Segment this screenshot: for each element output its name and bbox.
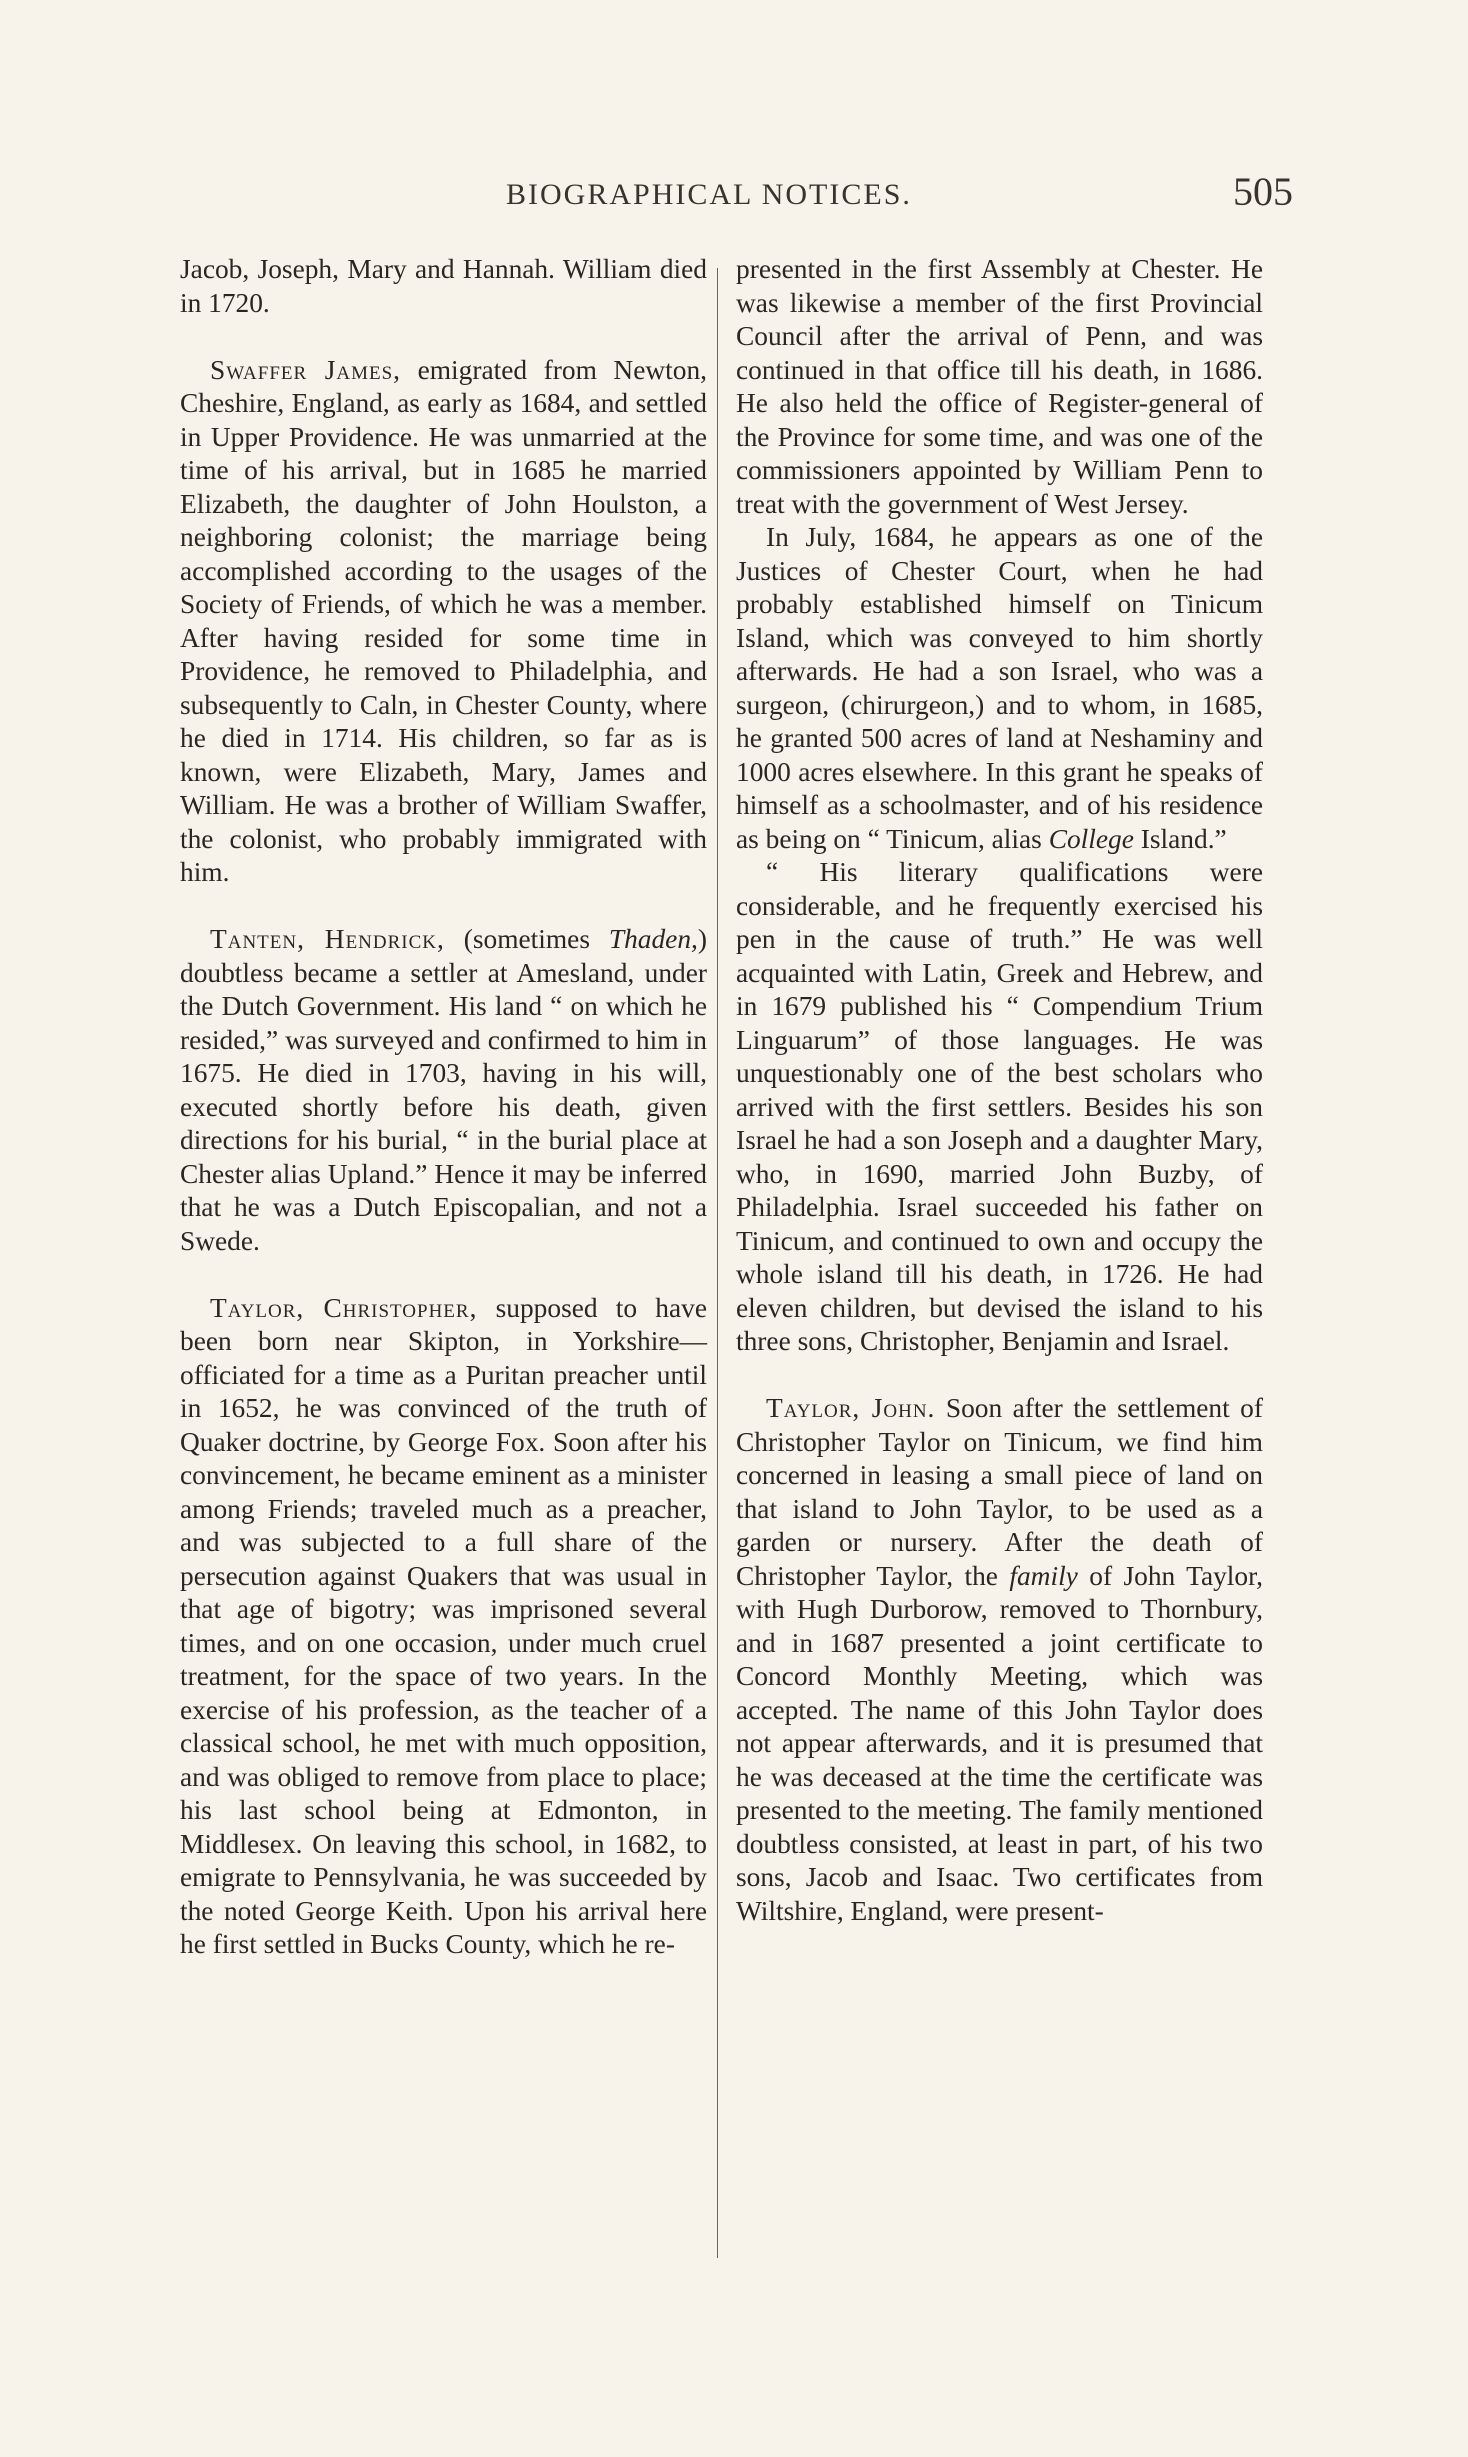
entry-taylor-christopher xyxy=(180,1292,707,1962)
entry-italic: family xyxy=(1009,1560,1078,1591)
page-header xyxy=(178,168,1293,218)
paragraph-text: In July, 1684, he appears as one of the Justices of Chester Court, when he had probably established himself on Tinicum Island, which was conveyed to him shortly afterwards. He had a son Israel, who was a surgeon, (chirurgeon,) and to whom, in 1685, he granted 500 acres of land at Neshaminy and 1000 acres elsewhere. In this grant he speaks of himself as a schoolmaster, and of his residence as being on “ Tinicum, alias xyxy=(736,522,1263,854)
entry-body: of John Taylor, with Hugh Durborow, removed to Thornbury, and in 1687 presented a joint certificate to Concord Monthly Meeting, which was accepted. The name of this John Taylor does not appear afterwards, and it is presumed that he was deceased at the time the certificate was presented to the meeting. The family mentioned doubtless consisted, at least in part, of his two sons, Jacob and Isaac. Two certificates from Wiltshire, England, were present- xyxy=(736,1560,1263,1926)
entry-swaffer-james xyxy=(180,354,707,890)
entry-heading: Swaffer James, xyxy=(210,354,402,385)
entry-body: emigrated from Newton, Cheshire, England, as early as 1684, and settled in Upper Providence. He was unmarried at the time of his arrival, but in 1685 he married Elizabeth, the daughter of John Houlston, a neighboring colonist; the marriage being accomplished according to the usages of the Society of Friends, of which he was a member. After having resided for some time in Providence, he removed to Philadelphia, and subsequently to Caln, in Chester County, where he died in 1714. His children, so far as is known, were Elizabeth, Mary, James and William. He was a brother of William Swaffer, the colonist, who probably immigrated with him. xyxy=(180,354,707,887)
entry-tanten-hendrick xyxy=(180,923,707,1258)
entry-heading: Taylor, Christopher, xyxy=(210,1292,478,1323)
entry-heading: Tanten, Hendrick, xyxy=(210,924,445,954)
left-column xyxy=(180,253,707,1962)
paragraph-text-post: Island.” xyxy=(1133,823,1227,854)
entry-heading: Taylor, John. xyxy=(766,1393,936,1423)
entry-italic: Thaden, xyxy=(608,924,698,954)
paragraph-italic: College xyxy=(1048,823,1134,854)
paragraph-continuation: Jacob, Joseph, Mary and Hannah. William died in 1720. xyxy=(180,254,707,318)
right-column xyxy=(736,253,1263,1928)
column-divider xyxy=(717,268,718,2258)
entry-taylor-john xyxy=(736,1392,1263,1928)
entry-body-pre: Soon after the settlement of Christopher Taylor on Tinicum, we find him concerned in leasing a small piece of land on that island to John Taylor, to be used as a garden or nursery. After the death of Christopher Taylor, the xyxy=(736,1393,1264,1591)
running-head: BIOGRAPHICAL NOTICES. xyxy=(506,178,912,211)
entry-body-pre: (sometimes xyxy=(444,924,609,954)
entry-body: ) doubtless became a settler at Amesland, under the Dutch Government. His land “ on which he resided,” was surveyed and confirmed to him in 1675. He died in 1703, having in his will, executed shortly before his death, given directions for his burial, “ in the burial place at Chester alias Upland.” Hence it may be inferred that he was a Dutch Episcopalian, and not a Swede. xyxy=(180,924,707,1256)
paragraph: “ His literary qualifications were considerable, and he frequently exercised his pen in the cause of truth.” He was well acquainted with Latin, Greek and Hebrew, and in 1679 published his “ Compendium Trium Linguarum” of those languages. He was unquestionably one of the best scholars who arrived with the first settlers. Besides his son Israel he had a son Joseph and a daughter Mary, who, in 1690, married John Buzby, of Philadelphia. Israel succeeded his father on Tinicum, and continued to own and occupy the whole island till his death, in 1726. He had eleven children, but devised the island to his three sons, Christopher, Benjamin and Israel. xyxy=(736,857,1263,1356)
page-number: 505 xyxy=(1233,169,1293,214)
paragraph-continuation: presented in the first Assembly at Chester. He was likewise a member of the first Provincial Council after the arrival of Penn, and was continued in that office till his death, in 1686. He also held the office of Register-general of the Province for some time, and was one of the commissioners appointed by William Penn to treat with the government of West Jersey. xyxy=(736,254,1263,519)
entry-body: supposed to have been born near Skipton, in Yorkshire—officiated for a time as a Puritan preacher until in 1652, he was convinced of the truth of Quaker doctrine, by George Fox. Soon after his convincement, he became eminent as a minister among Friends; traveled much as a preacher, and was subjected to a full share of the persecution against Quakers that was usual in that age of bigotry; was imprisoned several times, and on one occasion, under much cruel treatment, for the space of two years. In the exercise of his profession, as the teacher of a classical school, he met with much opposition, and was obliged to remove from place to place; his last school being at Edmonton, in Middlesex. On leaving this school, in 1682, to emigrate to Pennsylvania, he was succeeded by the noted George Keith. Upon his arrival here he first settled in Bucks County, which he re- xyxy=(180,1292,707,1959)
paragraph xyxy=(736,521,1263,856)
